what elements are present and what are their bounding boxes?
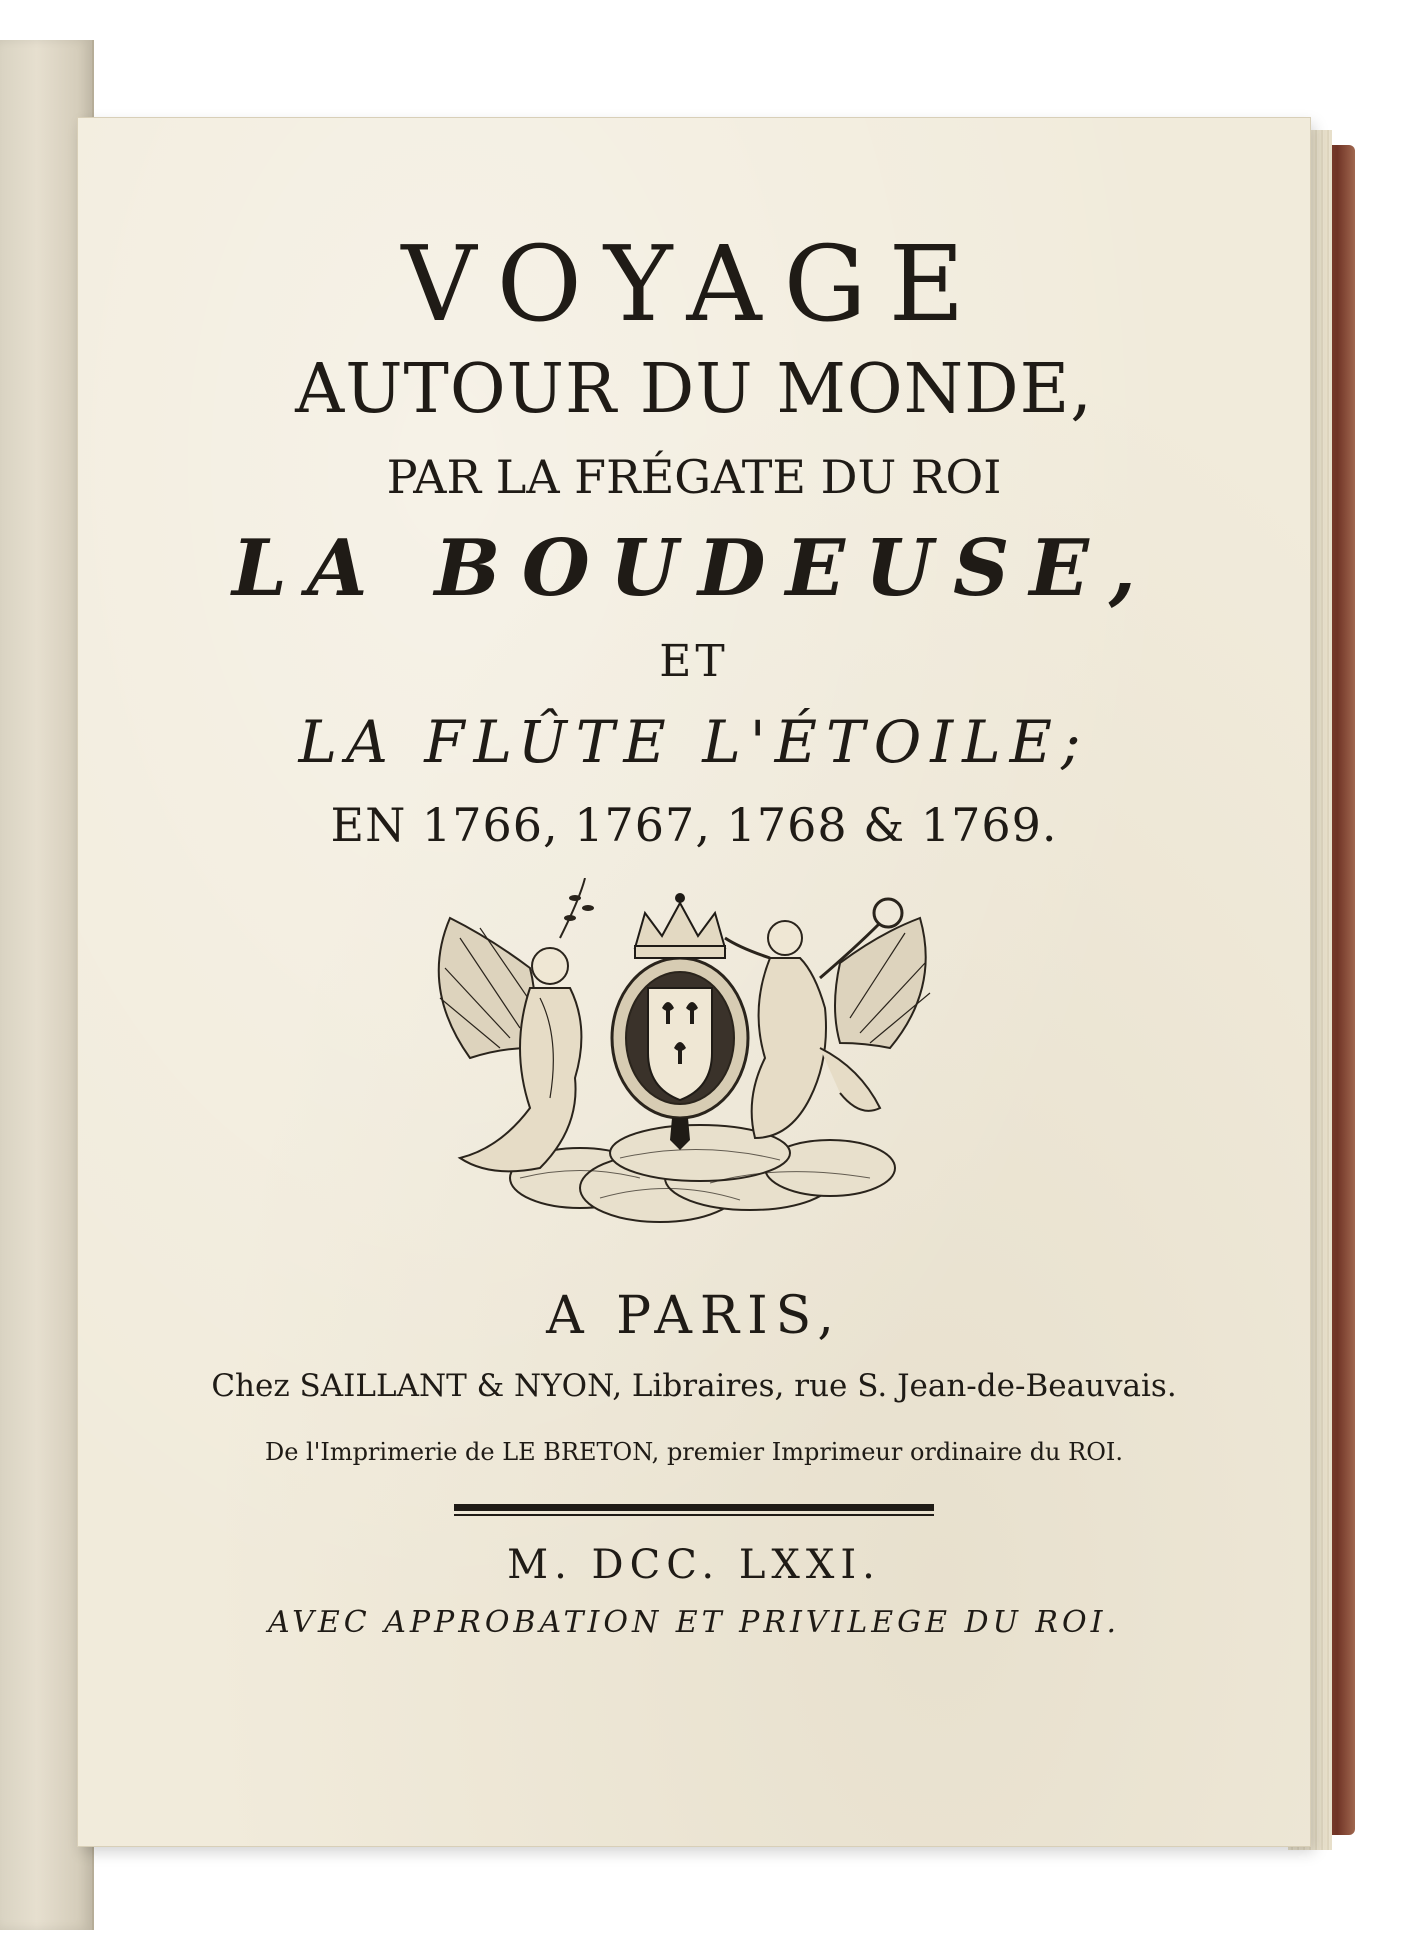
rule-thick xyxy=(454,1504,934,1511)
voyage-years: EN 1766, 1767, 1768 & 1769. xyxy=(330,798,1058,852)
ship-intro: PAR LA FRÉGATE DU ROI xyxy=(386,450,1002,504)
ship-name-boudeuse: LA BOUDEUSE, xyxy=(232,523,1156,614)
publisher-line: Chez SAILLANT & NYON, Libraires, rue S. Jean-de-Beauvais. xyxy=(211,1368,1177,1404)
imprint-place: A PARIS, xyxy=(546,1286,842,1346)
conjunction: ET xyxy=(659,636,729,687)
publication-year: M. DCC. LXXI. xyxy=(507,1542,881,1588)
book-title: VOYAGE xyxy=(401,223,987,345)
double-rule xyxy=(454,1504,934,1518)
rule-thin xyxy=(454,1514,934,1516)
ship-name-etoile: LA FLÛTE L'ÉTOILE; xyxy=(298,708,1090,776)
title-page xyxy=(78,118,1310,1846)
royal-arms-with-angels-icon xyxy=(410,878,950,1238)
printer-line: De l'Imprimerie de LE BRETON, premier Imprimeur ordinaire du ROI. xyxy=(264,1438,1123,1466)
book-subtitle: AUTOUR DU MONDE, xyxy=(295,350,1093,429)
royal-privilege: AVEC APPROBATION ET PRIVILEGE DU ROI. xyxy=(267,1605,1120,1640)
